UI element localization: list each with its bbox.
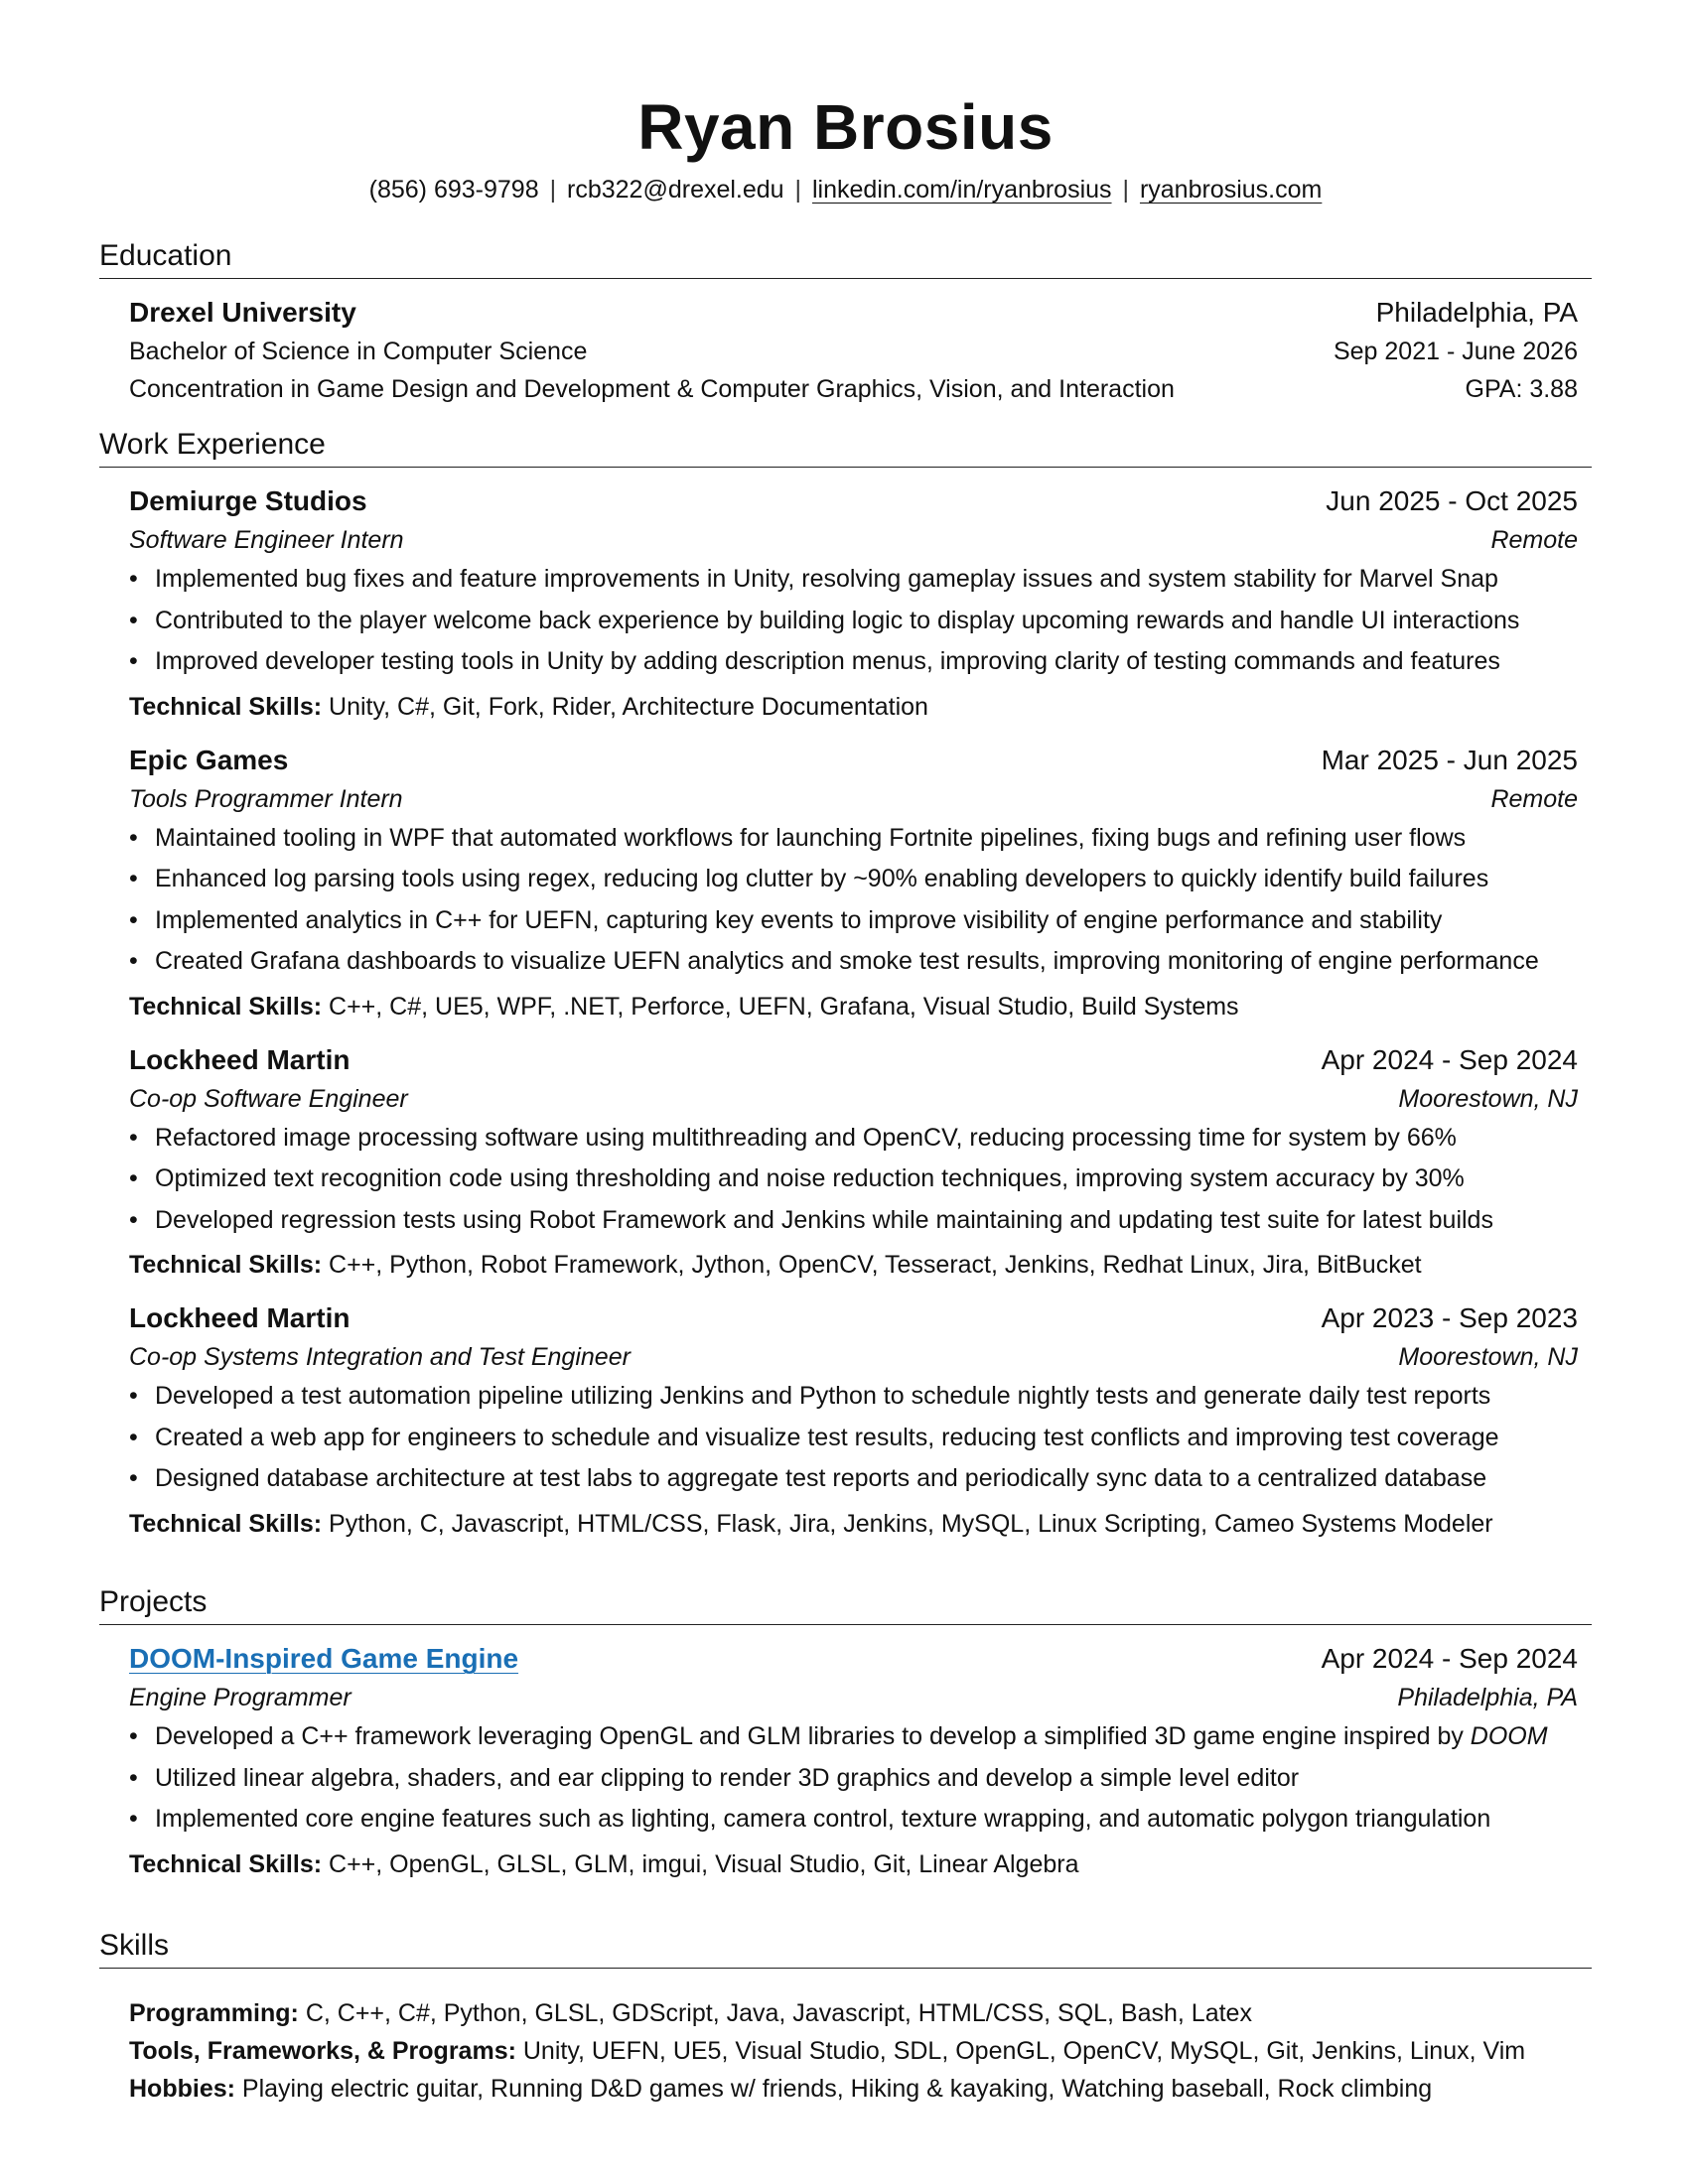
job-location: Moorestown, NJ — [1398, 1084, 1578, 1113]
education-dates: Sep 2021 - June 2026 — [1333, 338, 1578, 365]
skills-programming-value: C, C++, C#, Python, GLSL, GDScript, Java, Javascript, HTML/CSS, SQL, Bash, Latex — [305, 1999, 1252, 2027]
bullet-item: • Contributed to the player welcome back experience by building logic to display upcoming rewards and handle UI interactions — [129, 601, 1578, 642]
concentration: Concentration in Game Design and Development & Computer Graphics, Vision, and Interaction — [129, 375, 1175, 403]
skills-programming-label: Programming: — [129, 1999, 299, 2027]
bullet-item: • Created a web app for engineers to schedule and visualize test results, reducing test conflicts and improving test coverage — [129, 1418, 1578, 1459]
job-dates: Apr 2024 - Sep 2024 — [1321, 1043, 1578, 1075]
technical-skills — [129, 1844, 1578, 1884]
job-location: Remote — [1490, 784, 1578, 813]
bullet-item: • Developed regression tests using Robot Framework and Jenkins while maintaining and updating test suite for latest builds — [129, 1200, 1578, 1242]
technical-skills-label: Technical Skills: — [129, 1849, 323, 1878]
bullet-item: • Refactored image processing software using multithreading and OpenCV, reducing processing time for system by 66% — [129, 1118, 1578, 1160]
technical-skills-value: Unity, C#, Git, Fork, Rider, Architecture Documentation — [329, 692, 928, 721]
job-org: Lockheed Martin — [129, 1043, 351, 1075]
job-bullets — [129, 818, 1578, 983]
phone-number: (856) 693-9798 — [368, 176, 539, 204]
job-entry — [99, 1026, 1592, 1286]
technical-skills-label: Technical Skills: — [129, 992, 323, 1021]
gpa: GPA: 3.88 — [1465, 375, 1578, 403]
skills-hobbies-value: Playing electric guitar, Running D&D games w/ friends, Hiking & kayaking, Watching baseball, Rock climbing — [241, 2075, 1433, 2103]
contact-line — [99, 171, 1592, 208]
job-role: Software Engineer Intern — [129, 526, 404, 554]
skills-tools-label: Tools, Frameworks, & Programs: — [129, 2037, 516, 2065]
job-org: Epic Games — [129, 744, 289, 775]
project-entry — [99, 1625, 1592, 1884]
school-location: Philadelphia, PA — [1375, 297, 1578, 328]
skills-tools-value: Unity, UEFN, UE5, Visual Studio, SDL, OpenGL, OpenCV, MySQL, Git, Jenkins, Linux, Vim — [522, 2037, 1526, 2065]
bullet-item: • Designed database architecture at test labs to aggregate test reports and periodically sync data to a centralized database — [129, 1458, 1578, 1500]
bullet-item: • Created Grafana dashboards to visualize UEFN analytics and smoke test results, improving monitoring of engine performance — [129, 941, 1578, 983]
project-role: Engine Programmer — [129, 1684, 352, 1711]
project-bullets — [129, 1716, 1578, 1841]
project-location: Philadelphia, PA — [1397, 1684, 1578, 1711]
school-name: Drexel University — [129, 297, 356, 328]
section-title-education: Education — [99, 236, 1592, 279]
linkedin-link[interactable]: linkedin.com/in/ryanbrosius — [812, 176, 1112, 204]
skills-hobbies-label: Hobbies: — [129, 2075, 235, 2103]
technical-skills-value: C++, OpenGL, GLSL, GLM, imgui, Visual Studio, Git, Linear Algebra — [329, 1849, 1079, 1878]
section-title-projects: Projects — [99, 1582, 1592, 1625]
technical-skills — [129, 987, 1578, 1026]
skills-programming — [129, 1994, 1578, 2032]
job-location: Remote — [1490, 526, 1578, 554]
website-link[interactable]: ryanbrosius.com — [1139, 176, 1323, 204]
bullet-item: • Implemented bug fixes and feature improvements in Unity, resolving gameplay issues and system stability for Marvel Snap — [129, 559, 1578, 601]
separator: | — [549, 176, 557, 204]
bullet-text: Developed a C++ framework leveraging OpenGL and GLM libraries to develop a simplified 3D game engine inspired by — [155, 1722, 1471, 1750]
work-section — [99, 425, 1592, 1544]
section-title-work: Work Experience — [99, 425, 1592, 468]
projects-section — [99, 1582, 1592, 1884]
technical-skills — [129, 687, 1578, 727]
education-section — [99, 236, 1592, 408]
separator: | — [1122, 176, 1129, 204]
bullet-item: • Enhanced log parsing tools using regex, reducing log clutter by ~90% enabling developers to quickly identify build failures — [129, 859, 1578, 900]
job-location: Moorestown, NJ — [1398, 1343, 1578, 1371]
bullet-item: • Developed a test automation pipeline utilizing Jenkins and Python to schedule nightly tests and generate daily test reports — [129, 1376, 1578, 1418]
technical-skills-label: Technical Skills: — [129, 1251, 323, 1279]
skills-section — [99, 1926, 1592, 2108]
bullet-emphasis: DOOM — [1470, 1722, 1548, 1750]
bullet-item: • Maintained tooling in WPF that automated workflows for launching Fortnite pipelines, fixing bugs and refining user flows — [129, 818, 1578, 860]
job-org: Demiurge Studios — [129, 485, 367, 516]
job-org: Lockheed Martin — [129, 1302, 351, 1333]
technical-skills-value: C++, C#, UE5, WPF, .NET, Perforce, UEFN, Grafana, Visual Studio, Build Systems — [329, 992, 1239, 1021]
email-address: rcb322@drexel.edu — [567, 176, 784, 204]
job-bullets — [129, 559, 1578, 683]
bullet-item: • Implemented core engine features such as lighting, camera control, texture wrapping, and automatic polygon triangulation — [129, 1799, 1578, 1841]
job-bullets — [129, 1118, 1578, 1242]
job-role: Co-op Software Engineer — [129, 1084, 408, 1113]
bullet-item: • Utilized linear algebra, shaders, and ear clipping to render 3D graphics and develop a simple level editor — [129, 1758, 1578, 1800]
job-entry — [99, 1285, 1592, 1544]
project-dates: Apr 2024 - Sep 2024 — [1321, 1643, 1578, 1674]
job-dates: Jun 2025 - Oct 2025 — [1326, 485, 1578, 516]
education-entry — [99, 279, 1592, 408]
degree: Bachelor of Science in Computer Science — [129, 338, 588, 365]
job-entry — [99, 468, 1592, 727]
job-role: Tools Programmer Intern — [129, 784, 403, 813]
bullet-item: • Optimized text recognition code using thresholding and noise reduction techniques, improving system accuracy by 30% — [129, 1159, 1578, 1200]
technical-skills — [129, 1504, 1578, 1544]
skills-tools — [129, 2032, 1578, 2070]
project-title-link[interactable]: DOOM-Inspired Game Engine — [129, 1643, 519, 1674]
job-dates: Mar 2025 - Jun 2025 — [1321, 744, 1578, 775]
technical-skills — [129, 1245, 1578, 1285]
job-entry — [99, 727, 1592, 1026]
job-bullets — [129, 1376, 1578, 1500]
technical-skills-label: Technical Skills: — [129, 1509, 323, 1538]
job-dates: Apr 2023 - Sep 2023 — [1321, 1302, 1578, 1333]
bullet-item — [129, 1716, 1578, 1758]
job-role: Co-op Systems Integration and Test Engineer — [129, 1343, 631, 1371]
section-title-skills: Skills — [99, 1926, 1592, 1969]
bullet-item: • Implemented analytics in C++ for UEFN, capturing key events to improve visibility of engine performance and stability — [129, 900, 1578, 942]
technical-skills-value: C++, Python, Robot Framework, Jython, OpenCV, Tesseract, Jenkins, Redhat Linux, Jira, BitBucket — [329, 1251, 1422, 1279]
separator: | — [794, 176, 802, 204]
resume-name: Ryan Brosius — [637, 91, 1054, 163]
skills-entry — [99, 1969, 1592, 2108]
technical-skills-label: Technical Skills: — [129, 692, 323, 721]
skills-hobbies — [129, 2070, 1578, 2108]
technical-skills-value: Python, C, Javascript, HTML/CSS, Flask, Jira, Jenkins, MySQL, Linux Scripting, Cameo Systems Modeler — [329, 1509, 1493, 1538]
bullet-item: • Improved developer testing tools in Unity by adding description menus, improving clarity of testing commands and features — [129, 641, 1578, 683]
